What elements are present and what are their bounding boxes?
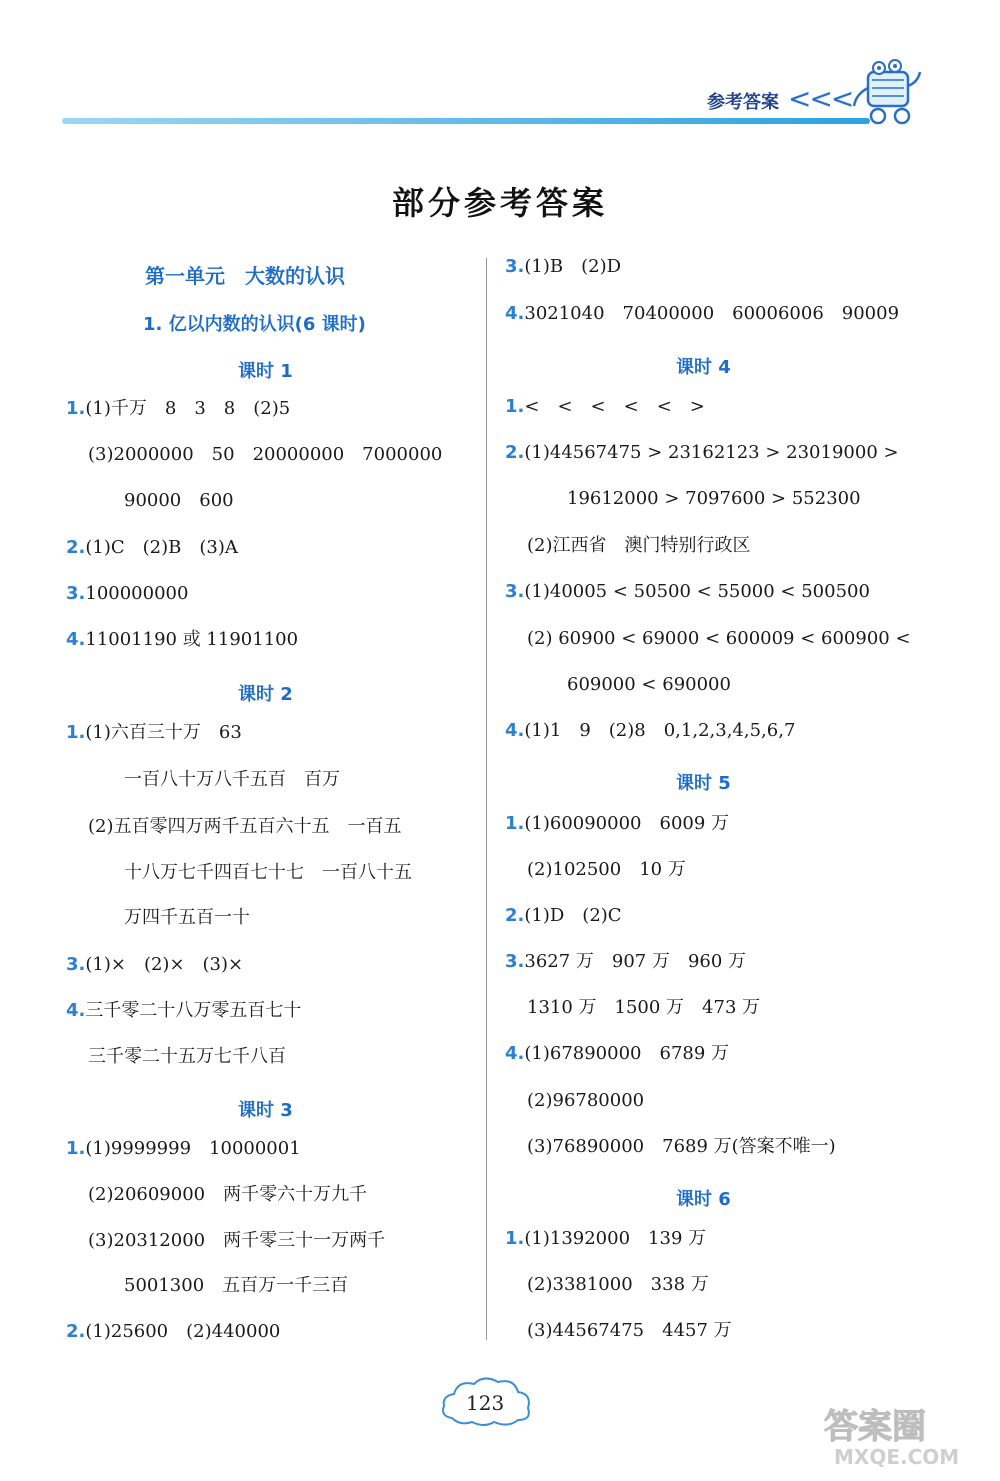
answer-line: 4.三千零二十八万零五百七十 — [66, 1000, 302, 1021]
lesson-title: 课时 1 — [238, 361, 293, 382]
chevrons-icon: <<< — [788, 82, 853, 115]
answer-line: 1.(1)1392000 139 万 — [505, 1228, 707, 1249]
answer-line: 4.(1)67890000 6789 万 — [505, 1043, 730, 1064]
answer-line: (2)96780000 — [527, 1090, 645, 1111]
answer-line: 3.100000000 — [66, 583, 189, 604]
answer-line: 1.(1)千万 8 3 8 (2)5 — [66, 398, 291, 419]
answer-line: 1310 万 1500 万 473 万 — [527, 997, 761, 1018]
answer-line: 4.(1)1 9 (2)8 0,1,2,3,4,5,6,7 — [505, 720, 796, 741]
answer-line: 1.< < < < < > — [505, 396, 705, 417]
answer-line: 1.(1)六百三十万 63 — [66, 722, 242, 743]
answer-line: 2.(1)44567475 > 23162123 > 23019000 > — [505, 442, 899, 463]
answer-line: 2.(1)D (2)C — [505, 905, 622, 926]
answer-line: 万四千五百一十 — [124, 907, 250, 928]
svg-text:答案圈: 答案圈 — [824, 1407, 926, 1447]
header-label: 参考答案 — [707, 92, 779, 113]
answer-line: 609000 < 690000 — [567, 674, 731, 695]
answer-line: 3.3627 万 907 万 960 万 — [505, 951, 747, 972]
answer-line: (3)20312000 两千零三十一万两千 — [88, 1230, 386, 1251]
svg-text:MXQE.COM: MXQE.COM — [834, 1445, 960, 1469]
answer-line: (2)五百零四万两千五百六十五 一百五 — [88, 816, 402, 837]
answer-line: 90000 600 — [124, 490, 234, 511]
answer-line: (2) 60900 < 69000 < 600009 < 600900 < — [527, 628, 911, 649]
answer-line: 2.(1)25600 (2)440000 — [66, 1321, 281, 1342]
lesson-title: 课时 2 — [238, 684, 293, 705]
answer-line: 1.(1)9999999 10000001 — [66, 1138, 301, 1159]
answer-line: 3.(1)B (2)D — [505, 256, 622, 277]
page-number: 123 — [466, 1391, 505, 1415]
unit-title: 第一单元 大数的认识 — [145, 264, 345, 288]
answer-line: 2.(1)C (2)B (3)A — [66, 537, 238, 558]
answer-line: 5001300 五百万一千三百 — [124, 1275, 349, 1296]
column-divider — [486, 258, 487, 1340]
answer-line: 4.11001190 或 11901100 — [66, 629, 299, 650]
section-title: 1. 亿以内数的认识(6 课时) — [143, 314, 366, 335]
answer-line: 一百八十万八千五百 百万 — [124, 769, 340, 790]
lesson-title: 课时 5 — [676, 773, 731, 794]
answer-line: (2)20609000 两千零六十万九千 — [88, 1184, 368, 1205]
answer-line: 19612000 > 7097600 > 552300 — [567, 488, 861, 509]
answer-line: 4.3021040 70400000 60006006 90009 — [505, 303, 900, 324]
answer-line: (3)2000000 50 20000000 7000000 — [88, 444, 443, 465]
answer-line: 3.(1)40005 < 50500 < 55000 < 500500 — [505, 581, 870, 602]
lesson-title: 课时 4 — [676, 357, 731, 378]
answer-line: (2)江西省 澳门特别行政区 — [527, 535, 751, 556]
answer-line: (2)102500 10 万 — [527, 859, 686, 880]
answer-line: 1.(1)60090000 6009 万 — [505, 813, 730, 834]
robot-mascot-icon — [848, 58, 924, 128]
answer-line: (2)3381000 338 万 — [527, 1274, 709, 1295]
answer-line: 3.(1)× (2)× (3)× — [66, 954, 244, 975]
lesson-title: 课时 3 — [238, 1100, 293, 1121]
page-title: 部分参考答案 — [391, 184, 608, 222]
watermark-logo — [818, 1400, 998, 1470]
answer-line: 三千零二十五万七千八百 — [88, 1046, 286, 1067]
answer-line: (3)76890000 7689 万(答案不唯一) — [527, 1136, 836, 1157]
lesson-title: 课时 6 — [676, 1189, 731, 1210]
answer-line: 十八万七千四百七十七 一百八十五 — [124, 862, 412, 883]
header-rule — [62, 118, 870, 124]
answer-line: (3)44567475 4457 万 — [527, 1320, 732, 1341]
